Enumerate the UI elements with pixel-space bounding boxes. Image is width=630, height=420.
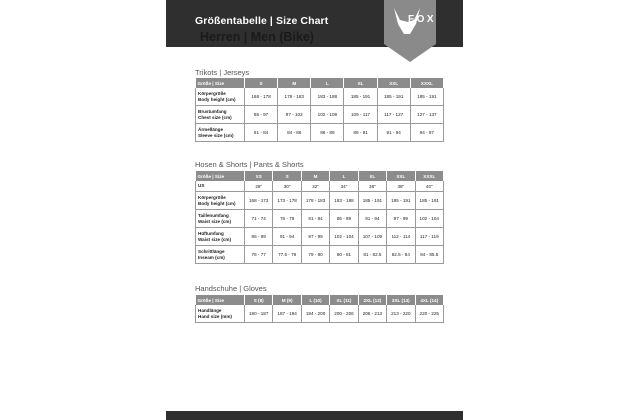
table-cell: 185 - 191 <box>387 192 415 210</box>
pants-section-title: Hosen & Shorts | Pants & Shorts <box>195 160 304 169</box>
column-header: XL <box>358 171 386 181</box>
fox-logo-icon <box>384 0 436 62</box>
row-label-en: Inseam (cm) <box>198 254 225 260</box>
table-row <box>196 88 444 106</box>
table-cell: 185 - 191 <box>410 88 443 106</box>
table-cell: 168 - 173 <box>245 192 273 210</box>
row-label <box>196 192 245 210</box>
table-row <box>196 305 444 323</box>
row-label <box>196 124 245 142</box>
column-header: M <box>301 171 329 181</box>
table-cell: 178 - 183 <box>301 192 329 210</box>
table-row <box>196 210 444 228</box>
row-label-de: Handlänge <box>198 307 222 313</box>
page-subtitle: Herren | Men (Bike) <box>200 30 314 44</box>
table-row <box>196 106 444 124</box>
row-label-de: Schrittlänge <box>198 248 225 254</box>
table-cell: 194 - 200 <box>301 305 329 323</box>
table-cell: 185 - 191 <box>358 192 386 210</box>
table-cell: 183 - 188 <box>330 192 358 210</box>
table-cell: 173 - 178 <box>273 192 301 210</box>
table-cell: 86 - 89 <box>245 228 273 246</box>
table-cell: 112 - 114 <box>387 228 415 246</box>
row-label-de: Ärmellänge <box>198 126 224 132</box>
table-cell: 127 - 137 <box>410 106 443 124</box>
column-header: S <box>273 171 301 181</box>
table-cell: 86 - 97 <box>245 106 278 124</box>
table-row <box>196 192 444 210</box>
table-cell: 71 - 74 <box>245 210 273 228</box>
row-label <box>196 305 245 323</box>
table-cell: 109 - 117 <box>344 106 377 124</box>
row-label-en: Body height (cm) <box>198 200 236 206</box>
table-cell: 178 - 183 <box>278 88 311 106</box>
column-header: L <box>311 78 344 88</box>
row-label-de: Körpergröße <box>198 194 226 200</box>
column-header: Größe | Size <box>196 171 245 181</box>
table-cell: 40" <box>415 181 443 192</box>
column-header: L (10) <box>301 295 329 305</box>
table-cell: 28" <box>245 181 273 192</box>
table-cell: 213 - 220 <box>387 305 415 323</box>
table-cell: 200 - 206 <box>330 305 358 323</box>
row-label <box>196 246 245 264</box>
jerseys-table <box>195 78 444 142</box>
table-row <box>196 124 444 142</box>
column-header: 4XL (14) <box>415 295 443 305</box>
table-cell: 102 - 104 <box>415 210 443 228</box>
column-header: XXXL <box>410 78 443 88</box>
table-cell: 38" <box>387 181 415 192</box>
table-header-row <box>196 295 444 305</box>
table-cell: 86 - 89 <box>330 210 358 228</box>
table-cell: 91 - 94 <box>358 210 386 228</box>
column-header: XXXL <box>415 171 443 181</box>
column-header: 2XL (12) <box>358 295 386 305</box>
table-cell: 180 - 187 <box>245 305 273 323</box>
row-label-en: Waist size (cm) <box>198 218 232 224</box>
table-cell: 77.5 - 79 <box>273 246 301 264</box>
table-cell: 97 - 99 <box>301 228 329 246</box>
pants-table <box>195 171 444 264</box>
table-cell: 76 - 77 <box>245 246 273 264</box>
table-cell: 117 - 119 <box>415 228 443 246</box>
column-header: XS <box>245 171 273 181</box>
row-label <box>196 210 245 228</box>
column-header: S <box>245 78 278 88</box>
table-header-row <box>196 78 444 88</box>
table-cell: 79 - 80 <box>301 246 329 264</box>
table-cell: 84 - 86 <box>278 124 311 142</box>
table-cell: 168 - 178 <box>245 88 278 106</box>
row-label <box>196 228 245 246</box>
row-label-de: Hüftumfang <box>198 230 224 236</box>
table-cell: 107 - 109 <box>358 228 386 246</box>
column-header: M (9) <box>273 295 301 305</box>
row-label-de: Brustumfang <box>198 108 227 114</box>
table-cell: 102 - 104 <box>330 228 358 246</box>
column-header: XXL <box>387 171 415 181</box>
page-title: Größentabelle | Size Chart <box>195 15 329 27</box>
column-header: XXL <box>377 78 410 88</box>
table-cell: 185 - 191 <box>415 192 443 210</box>
table-cell: 187 - 194 <box>273 305 301 323</box>
table-cell: 91 - 94 <box>377 124 410 142</box>
column-header: XL (11) <box>330 295 358 305</box>
row-label-en: Sleeve size (cm) <box>198 132 234 138</box>
table-cell: 102 - 109 <box>311 106 344 124</box>
table-cell: 206 - 213 <box>358 305 386 323</box>
gloves-section-title: Handschuhe | Gloves <box>195 284 267 293</box>
table-cell: 34" <box>330 181 358 192</box>
row-label: US <box>196 181 245 192</box>
row-label-en: Chest size (cm) <box>198 114 232 120</box>
table-cell: 89 - 91 <box>344 124 377 142</box>
table-cell: 81 - 84 <box>301 210 329 228</box>
table-cell: 81 - 84 <box>245 124 278 142</box>
table-cell: 32" <box>301 181 329 192</box>
table-cell: 86 - 89 <box>311 124 344 142</box>
table-cell: 220 - 225 <box>415 305 443 323</box>
row-label-en: Hand size (mm) <box>198 313 232 319</box>
brand-logo-text: FOX <box>408 14 437 25</box>
column-header: Größe | Size <box>196 295 245 305</box>
table-cell: 30" <box>273 181 301 192</box>
size-chart-sheet <box>166 0 463 420</box>
table-cell: 84 - 85.5 <box>415 246 443 264</box>
row-label-de: Körpergröße <box>198 90 226 96</box>
table-cell: 76 - 79 <box>273 210 301 228</box>
column-header: 3XL (13) <box>387 295 415 305</box>
footer-band <box>166 411 463 420</box>
column-header: Größe | Size <box>196 78 245 88</box>
table-cell: 91 - 94 <box>273 228 301 246</box>
table-cell: 97 - 102 <box>278 106 311 124</box>
table-cell: 80 - 81 <box>330 246 358 264</box>
table-cell: 183 - 188 <box>311 88 344 106</box>
table-cell: 94 - 97 <box>410 124 443 142</box>
row-label-en: Body height (cm) <box>198 96 236 102</box>
table-cell: 97 - 99 <box>387 210 415 228</box>
gloves-table <box>195 295 444 323</box>
column-header: M <box>278 78 311 88</box>
row-label-de: Taillenumfang <box>198 212 229 218</box>
table-cell: 117 - 127 <box>377 106 410 124</box>
table-cell: 185 - 191 <box>344 88 377 106</box>
table-row <box>196 228 444 246</box>
row-label <box>196 106 245 124</box>
table-cell: 81 - 82.5 <box>358 246 386 264</box>
column-header: XL <box>344 78 377 88</box>
jerseys-section-title: Trikots | Jerseys <box>195 68 250 77</box>
table-cell: 36" <box>358 181 386 192</box>
table-cell: 82.5 - 84 <box>387 246 415 264</box>
table-header-row <box>196 171 444 181</box>
table-row <box>196 181 444 192</box>
table-row <box>196 246 444 264</box>
table-cell: 185 - 191 <box>377 88 410 106</box>
column-header: L <box>330 171 358 181</box>
row-label <box>196 88 245 106</box>
column-header: S (8) <box>245 295 273 305</box>
row-label-en: Waist size (cm) <box>198 236 232 242</box>
